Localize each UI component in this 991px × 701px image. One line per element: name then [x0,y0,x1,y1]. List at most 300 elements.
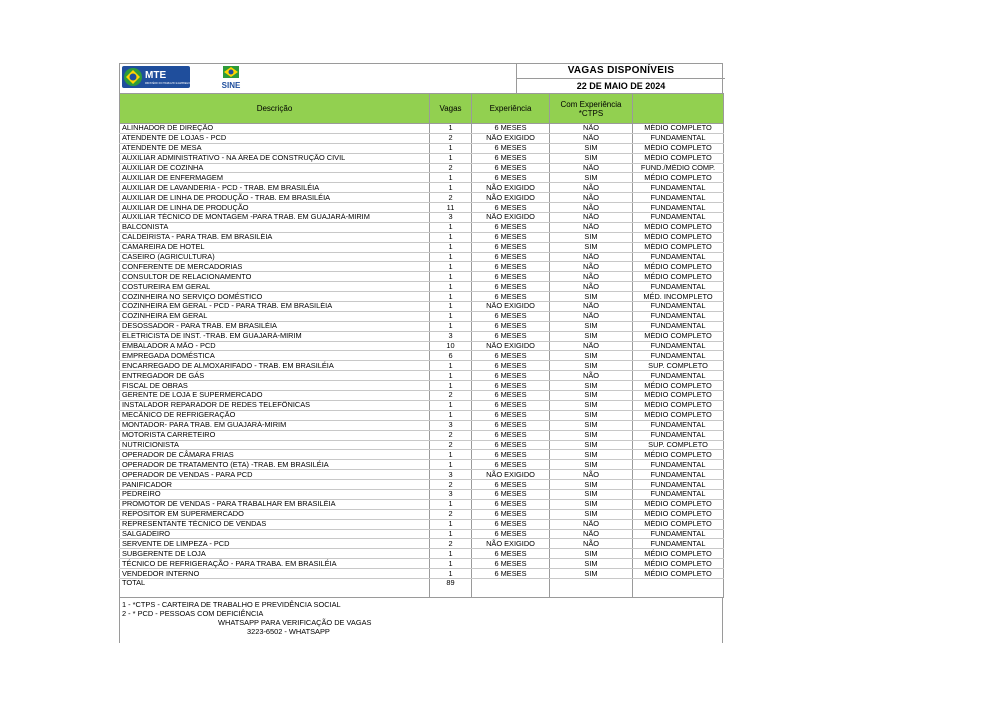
cell-descricao: REPOSITOR EM SUPERMERCADO [120,509,430,519]
cell-vagas: 1 [430,361,472,371]
cell-ctps: NÃO [550,124,633,134]
cell-escolaridade: FUNDAMENTAL [633,193,724,203]
cell-descricao: AUXILIAR TÉCNICO DE MONTAGEM -PARA TRAB. EM GUAJARÁ-MIRIM [120,213,430,223]
cell-vagas: 1 [430,519,472,529]
table-row [120,222,724,232]
cell-experiencia: 6 MESES [472,292,550,302]
cell-ctps: NÃO [550,262,633,272]
cell-vagas: 3 [430,470,472,480]
cell-experiencia: 6 MESES [472,480,550,490]
cell-ctps: SIM [550,549,633,559]
cell-escolaridade: MÉDIO COMPLETO [633,450,724,460]
cell-vagas: 1 [430,559,472,569]
cell-descricao: AUXILIAR ADMINISTRATIVO - NA ÁREA DE CONSTRUÇÃO CIVIL [120,153,430,163]
cell-escolaridade: MÉDIO COMPLETO [633,400,724,410]
cell-experiencia: 6 MESES [472,400,550,410]
table-row [120,272,724,282]
table-row [120,302,724,312]
cell-vagas: 1 [430,232,472,242]
col-header-vagas: Vagas [430,94,472,124]
table-row [120,489,724,499]
cell-vagas: 1 [430,183,472,193]
cell-experiencia: 6 MESES [472,282,550,292]
cell-vagas: 1 [430,173,472,183]
table-row [120,559,724,569]
cell-experiencia: NÃO EXIGIDO [472,302,550,312]
cell-experiencia: NÃO EXIGIDO [472,470,550,480]
table-row [120,183,724,193]
table-row [120,440,724,450]
cell-vagas: 2 [430,509,472,519]
empty-cell [472,588,550,597]
cell-escolaridade: FUNDAMENTAL [633,430,724,440]
empty-cell [120,588,430,597]
cell-experiencia: 6 MESES [472,460,550,470]
cell-descricao: ENTREGADOR DE GÁS [120,371,430,381]
cell-descricao: AUXILIAR DE ENFERMAGEM [120,173,430,183]
total-label: TOTAL [120,578,430,587]
col-header-ctps: Com Experiência *CTPS [550,94,633,124]
empty-cell [430,588,472,597]
cell-ctps: SIM [550,173,633,183]
empty-cell [550,578,633,587]
cell-experiencia: NÃO EXIGIDO [472,213,550,223]
footnote-pcd: 2 - * PCD - PESSOAS COM DEFICIÊNCIA [122,608,264,618]
cell-escolaridade: FUNDAMENTAL [633,282,724,292]
cell-ctps: SIM [550,321,633,331]
cell-experiencia: 6 MESES [472,143,550,153]
cell-descricao: COZINHEIRA EM GERAL - PCD - PARA TRAB. EM BRASILÉIA [120,302,430,312]
cell-experiencia: 6 MESES [472,351,550,361]
cell-descricao: VENDEDOR INTERNO [120,569,430,579]
cell-escolaridade: FUNDAMENTAL [633,480,724,490]
cell-vagas: 2 [430,163,472,173]
cell-ctps: SIM [550,420,633,430]
table-row [120,193,724,203]
cell-ctps: NÃO [550,272,633,282]
cell-ctps: SIM [550,489,633,499]
table-row [120,213,724,223]
cell-experiencia: NÃO EXIGIDO [472,133,550,143]
cell-vagas: 1 [430,252,472,262]
table-row [120,470,724,480]
whatsapp-phone: 3223-6502 - WHATSAPP [247,626,330,636]
cell-descricao: INSTALADOR REPARADOR DE REDES TELEFÔNICAS [120,400,430,410]
cell-experiencia: 6 MESES [472,252,550,262]
cell-vagas: 1 [430,549,472,559]
total-value: 89 [430,578,472,587]
table-row [120,460,724,470]
cell-ctps: SIM [550,559,633,569]
cell-escolaridade: FUNDAMENTAL [633,203,724,213]
cell-ctps: SIM [550,480,633,490]
table-row [120,420,724,430]
page-title: VAGAS DISPONÍVEIS [517,64,725,79]
cell-descricao: REPRESENTANTE TÉCNICO DE VENDAS [120,519,430,529]
sheet-header [119,63,723,93]
cell-experiencia: 6 MESES [472,311,550,321]
cell-escolaridade: FUNDAMENTAL [633,341,724,351]
cell-vagas: 2 [430,539,472,549]
cell-descricao: ELETRICISTA DE INST. -TRAB. EM GUAJARÁ-MIRIM [120,331,430,341]
cell-descricao: MOTORISTA CARRETEIRO [120,430,430,440]
table-row [120,232,724,242]
cell-experiencia: 6 MESES [472,153,550,163]
cell-descricao: ATENDENTE DE MESA [120,143,430,153]
cell-experiencia: 6 MESES [472,331,550,341]
cell-ctps: SIM [550,331,633,341]
cell-experiencia: NÃO EXIGIDO [472,539,550,549]
cell-escolaridade: MÉDIO COMPLETO [633,549,724,559]
table-row [120,143,724,153]
cell-escolaridade: MÉDIO COMPLETO [633,124,724,134]
mte-logo [122,66,190,88]
cell-escolaridade: MÉDIO COMPLETO [633,519,724,529]
cell-vagas: 1 [430,499,472,509]
table-body [120,124,724,579]
cell-escolaridade: MÉDIO COMPLETO [633,569,724,579]
cell-descricao: EMBALADOR A MÃO - PCD [120,341,430,351]
cell-vagas: 1 [430,302,472,312]
table-row [120,391,724,401]
cell-experiencia: 6 MESES [472,430,550,440]
cell-descricao: DESOSSADOR - PARA TRAB. EM BRASILÉIA [120,321,430,331]
cell-ctps: NÃO [550,163,633,173]
cell-descricao: OPERADOR DE VENDAS - PARA PCD [120,470,430,480]
cell-experiencia: 6 MESES [472,420,550,430]
cell-descricao: NUTRICIONISTA [120,440,430,450]
cell-ctps: SIM [550,153,633,163]
cell-descricao: CONFERENTE DE MERCADORIAS [120,262,430,272]
table-header-row [120,94,724,124]
cell-ctps: SIM [550,143,633,153]
cell-descricao: EMPREGADA DOMÉSTICA [120,351,430,361]
cell-vagas: 1 [430,282,472,292]
cell-descricao: CONSULTOR DE RELACIONAMENTO [120,272,430,282]
cell-ctps: NÃO [550,213,633,223]
cell-ctps: SIM [550,450,633,460]
cell-experiencia: 6 MESES [472,262,550,272]
footer-notes [119,598,723,643]
cell-descricao: PROMOTOR DE VENDAS - PARA TRABALHAR EM BRASILÉIA [120,499,430,509]
cell-vagas: 6 [430,351,472,361]
page-date: 22 DE MAIO DE 2024 [576,81,666,91]
cell-experiencia: 6 MESES [472,450,550,460]
table-row [120,311,724,321]
table-row [120,569,724,579]
cell-experiencia: 6 MESES [472,361,550,371]
table-row [120,252,724,262]
cell-ctps: SIM [550,242,633,252]
cell-experiencia: 6 MESES [472,371,550,381]
cell-vagas: 1 [430,410,472,420]
blank-row [120,588,724,597]
cell-vagas: 2 [430,430,472,440]
vacancy-table [119,93,724,598]
table-row [120,242,724,252]
cell-experiencia: 6 MESES [472,173,550,183]
cell-vagas: 1 [430,292,472,302]
cell-vagas: 2 [430,133,472,143]
cell-descricao: SERVENTE DE LIMPEZA - PCD [120,539,430,549]
table-row [120,410,724,420]
cell-vagas: 1 [430,529,472,539]
cell-vagas: 1 [430,371,472,381]
cell-vagas: 1 [430,311,472,321]
cell-vagas: 1 [430,321,472,331]
cell-ctps: SIM [550,361,633,371]
cell-experiencia: NÃO EXIGIDO [472,183,550,193]
cell-escolaridade: FUNDAMENTAL [633,539,724,549]
cell-escolaridade: FUNDAMENTAL [633,529,724,539]
cell-ctps: NÃO [550,529,633,539]
cell-ctps: NÃO [550,133,633,143]
cell-escolaridade: MÉDIO COMPLETO [633,143,724,153]
cell-vagas: 3 [430,489,472,499]
cell-descricao: SALGADEIRO [120,529,430,539]
cell-vagas: 3 [430,213,472,223]
cell-vagas: 1 [430,153,472,163]
cell-escolaridade: MÉDIO COMPLETO [633,272,724,282]
cell-vagas: 2 [430,480,472,490]
cell-experiencia: NÃO EXIGIDO [472,193,550,203]
cell-escolaridade: FUNDAMENTAL [633,420,724,430]
table-row [120,480,724,490]
cell-escolaridade: FUNDAMENTAL [633,213,724,223]
cell-experiencia: 6 MESES [472,321,550,331]
cell-vagas: 10 [430,341,472,351]
cell-vagas: 1 [430,381,472,391]
cell-ctps: NÃO [550,222,633,232]
cell-descricao: ATENDENTE DE LOJAS - PCD [120,133,430,143]
table-row [120,499,724,509]
cell-experiencia: 6 MESES [472,440,550,450]
cell-descricao: AUXILIAR DE COZINHA [120,163,430,173]
cell-descricao: FISCAL DE OBRAS [120,381,430,391]
cell-descricao: COSTUREIRA EM GERAL [120,282,430,292]
cell-escolaridade: MÉDIO COMPLETO [633,232,724,242]
table-row [120,549,724,559]
cell-descricao: ENCARREGADO DE ALMOXARIFADO - TRAB. EM BRASILÉIA [120,361,430,371]
table-row [120,292,724,302]
cell-experiencia: 6 MESES [472,569,550,579]
cell-experiencia: 6 MESES [472,559,550,569]
cell-descricao: CALDEIRISTA - PARA TRAB. EM BRASILÉIA [120,232,430,242]
cell-experiencia: 6 MESES [472,509,550,519]
cell-experiencia: 6 MESES [472,381,550,391]
cell-descricao: CASEIRO (AGRICULTURA) [120,252,430,262]
table-row [120,430,724,440]
cell-ctps: NÃO [550,539,633,549]
cell-experiencia: 6 MESES [472,499,550,509]
cell-ctps: NÃO [550,252,633,262]
cell-descricao: ALINHADOR DE DIREÇÃO [120,124,430,134]
cell-escolaridade: MÉDIO COMPLETO [633,559,724,569]
table-row [120,124,724,134]
cell-escolaridade: FUNDAMENTAL [633,321,724,331]
cell-escolaridade: MÉDIO COMPLETO [633,499,724,509]
cell-vagas: 1 [430,242,472,252]
table-row [120,361,724,371]
cell-escolaridade: MÉDIO COMPLETO [633,242,724,252]
table-row [120,321,724,331]
total-row [120,578,724,587]
cell-escolaridade: FUNDAMENTAL [633,371,724,381]
cell-experiencia: 6 MESES [472,489,550,499]
cell-ctps: SIM [550,430,633,440]
cell-escolaridade: FUNDAMENTAL [633,311,724,321]
col-header-descricao: Descrição [120,94,430,124]
cell-escolaridade: FUNDAMENTAL [633,489,724,499]
cell-descricao: MECÂNICO DE REFRIGERAÇÃO [120,410,430,420]
cell-escolaridade: MÉDIO COMPLETO [633,153,724,163]
table-row [120,539,724,549]
whatsapp-note: WHATSAPP PARA VERIFICAÇÃO DE VAGAS [218,617,372,627]
cell-escolaridade: FUNDAMENTAL [633,351,724,361]
col-header-experiencia: Experiência [472,94,550,124]
cell-ctps: NÃO [550,302,633,312]
cell-experiencia: 6 MESES [472,203,550,213]
cell-escolaridade: MÉDIO COMPLETO [633,509,724,519]
cell-experiencia: 6 MESES [472,529,550,539]
cell-ctps: SIM [550,460,633,470]
cell-escolaridade: MÉD. INCOMPLETO [633,292,724,302]
cell-escolaridade: FUNDAMENTAL [633,252,724,262]
cell-vagas: 1 [430,272,472,282]
cell-ctps: NÃO [550,311,633,321]
cell-vagas: 1 [430,450,472,460]
table-row [120,282,724,292]
table-row [120,509,724,519]
cell-vagas: 2 [430,391,472,401]
cell-vagas: 1 [430,222,472,232]
cell-descricao: BALCONISTA [120,222,430,232]
cell-ctps: SIM [550,410,633,420]
cell-descricao: GERENTE DE LOJA E SUPERMERCADO [120,391,430,401]
cell-ctps: NÃO [550,371,633,381]
table-row [120,163,724,173]
table-row [120,203,724,213]
cell-vagas: 1 [430,460,472,470]
svg-text:MTE: MTE [145,70,167,81]
table-row [120,133,724,143]
cell-descricao: AUXILIAR DE LINHA DE PRODUÇÃO - TRAB. EM BRASILÉIA [120,193,430,203]
cell-experiencia: 6 MESES [472,410,550,420]
table-row [120,351,724,361]
svg-text:MINISTÉRIO DO TRABALHO E EMPRE: MINISTÉRIO DO TRABALHO E EMPREGO [145,83,190,85]
cell-experiencia: 6 MESES [472,222,550,232]
table-row [120,400,724,410]
cell-escolaridade: MÉDIO COMPLETO [633,262,724,272]
cell-ctps: SIM [550,292,633,302]
col-header-escolaridade [633,94,724,124]
cell-descricao: CAMAREIRA DE HOTEL [120,242,430,252]
cell-experiencia: 6 MESES [472,272,550,282]
table-row [120,331,724,341]
cell-descricao: COZINHEIRA EM GERAL [120,311,430,321]
cell-ctps: NÃO [550,193,633,203]
table-row [120,519,724,529]
cell-descricao: OPERADOR DE CÂMARA FRIAS [120,450,430,460]
cell-descricao: PEDREIRO [120,489,430,499]
cell-descricao: PANIFICADOR [120,480,430,490]
cell-experiencia: 6 MESES [472,391,550,401]
table-row [120,341,724,351]
empty-cell [472,578,550,587]
cell-escolaridade: SUP. COMPLETO [633,361,724,371]
empty-cell [633,588,724,597]
footnote-ctps: 1 - *CTPS - CARTEIRA DE TRABALHO E PREVIDÊNCIA SOCIAL [122,599,341,609]
cell-escolaridade: SUP. COMPLETO [633,440,724,450]
cell-experiencia: 6 MESES [472,242,550,252]
table-row [120,262,724,272]
cell-ctps: SIM [550,499,633,509]
cell-descricao: SUBGERENTE DE LOJA [120,549,430,559]
cell-ctps: SIM [550,232,633,242]
cell-experiencia: 6 MESES [472,163,550,173]
cell-ctps: SIM [550,400,633,410]
cell-descricao: MONTADOR- PARA TRAB. EM GUAJARÁ-MIRIM [120,420,430,430]
cell-escolaridade: FUNDAMENTAL [633,460,724,470]
cell-escolaridade: MÉDIO COMPLETO [633,410,724,420]
cell-ctps: SIM [550,509,633,519]
cell-vagas: 3 [430,420,472,430]
cell-vagas: 3 [430,331,472,341]
cell-ctps: NÃO [550,183,633,193]
cell-descricao: AUXILIAR DE LINHA DE PRODUÇÃO [120,203,430,213]
cell-ctps: SIM [550,569,633,579]
logo-area [120,64,516,93]
cell-escolaridade: MÉDIO COMPLETO [633,391,724,401]
title-block [516,64,725,93]
cell-escolaridade: FUNDAMENTAL [633,302,724,312]
cell-descricao: OPERADOR DE TRATAMENTO (ETA) -TRAB. EM BRASILÉIA [120,460,430,470]
table-row [120,173,724,183]
cell-vagas: 1 [430,262,472,272]
cell-experiencia: 6 MESES [472,232,550,242]
table-row [120,371,724,381]
cell-ctps: NÃO [550,519,633,529]
cell-descricao: TÉCNICO DE REFRIGERAÇÃO - PARA TRABA. EM BRASILÉIA [120,559,430,569]
cell-vagas: 1 [430,124,472,134]
table-row [120,529,724,539]
cell-escolaridade: FUNDAMENTAL [633,183,724,193]
cell-ctps: SIM [550,381,633,391]
cell-descricao: COZINHEIRA NO SERVIÇO DOMÉSTICO [120,292,430,302]
cell-ctps: NÃO [550,203,633,213]
cell-vagas: 1 [430,400,472,410]
job-vacancy-sheet [119,63,723,643]
empty-cell [633,578,724,587]
cell-vagas: 2 [430,193,472,203]
cell-vagas: 1 [430,143,472,153]
cell-experiencia: 6 MESES [472,549,550,559]
cell-vagas: 2 [430,440,472,450]
cell-descricao: AUXILIAR DE LAVANDERIA - PCD - TRAB. EM BRASILÉIA [120,183,430,193]
cell-escolaridade: MÉDIO COMPLETO [633,222,724,232]
cell-ctps: SIM [550,440,633,450]
cell-experiencia: NÃO EXIGIDO [472,341,550,351]
cell-ctps: NÃO [550,282,633,292]
cell-experiencia: 6 MESES [472,519,550,529]
cell-ctps: NÃO [550,341,633,351]
cell-escolaridade: MÉDIO COMPLETO [633,381,724,391]
cell-escolaridade: MÉDIO COMPLETO [633,173,724,183]
empty-cell [550,588,633,597]
cell-escolaridade: MÉDIO COMPLETO [633,331,724,341]
cell-ctps: SIM [550,391,633,401]
cell-escolaridade: FUNDAMENTAL [633,470,724,480]
